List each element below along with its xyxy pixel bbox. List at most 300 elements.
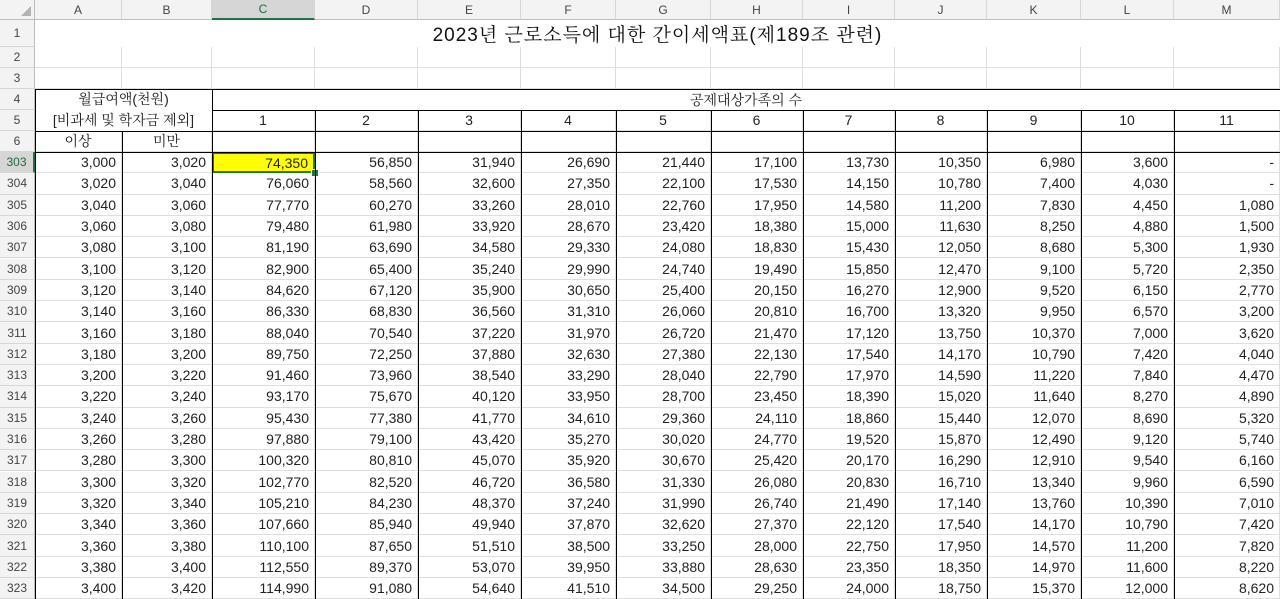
cell-k316[interactable]: 12,490 [987,429,1081,450]
column-header-j[interactable]: J [895,0,987,20]
row-header-308[interactable]: 308 [0,259,35,280]
cell-i308[interactable]: 15,850 [803,259,895,280]
cell-h319[interactable]: 26,740 [711,493,803,514]
row-header-318[interactable]: 318 [0,472,35,493]
cell-f314[interactable]: 33,950 [521,386,616,407]
cell-h304[interactable]: 17,530 [711,173,803,194]
row-header-315[interactable]: 315 [0,408,35,429]
cell-e318[interactable]: 46,720 [418,472,521,493]
cell-e306[interactable]: 33,920 [418,216,521,237]
cell-d312[interactable]: 72,250 [315,344,418,365]
cell-j310[interactable]: 13,320 [895,301,987,322]
dependent-count-9[interactable]: 9 [987,110,1081,131]
dependent-count-10[interactable]: 10 [1081,110,1174,131]
cell-c313[interactable]: 91,460 [212,365,315,386]
cell-g304[interactable]: 22,100 [616,173,711,194]
cell-h320[interactable]: 27,370 [711,514,803,535]
cell-b3[interactable] [122,68,212,89]
cell-j304[interactable]: 10,780 [895,173,987,194]
cell-c322[interactable]: 112,550 [212,557,315,578]
cell-c308[interactable]: 82,900 [212,259,315,280]
active-cell[interactable]: 74,350 [212,152,315,173]
cell-e311[interactable]: 37,220 [418,322,521,343]
cell-a314[interactable]: 3,220 [35,386,122,407]
row-header-5[interactable]: 5 [0,110,35,131]
cell-e323[interactable]: 54,640 [418,578,521,599]
cell-j317[interactable]: 16,290 [895,450,987,471]
cell-m322[interactable]: 8,220 [1174,557,1280,578]
cell-m320[interactable]: 7,420 [1174,514,1280,535]
cell-e316[interactable]: 43,420 [418,429,521,450]
cell-i310[interactable]: 16,700 [803,301,895,322]
cell-a305[interactable]: 3,040 [35,195,122,216]
cell-m315[interactable]: 5,320 [1174,408,1280,429]
cell-d323[interactable]: 91,080 [315,578,418,599]
cell-m304[interactable]: - [1174,173,1280,194]
cell-f304[interactable]: 27,350 [521,173,616,194]
cell-e3[interactable] [418,68,521,89]
cell-c306[interactable]: 79,480 [212,216,315,237]
cell-e6[interactable] [418,131,521,152]
cell-g315[interactable]: 29,360 [616,408,711,429]
cell-i319[interactable]: 21,490 [803,493,895,514]
cell-a315[interactable]: 3,240 [35,408,122,429]
cell-k314[interactable]: 11,640 [987,386,1081,407]
cell-e314[interactable]: 40,120 [418,386,521,407]
cell-g310[interactable]: 26,060 [616,301,711,322]
cell-c305[interactable]: 77,770 [212,195,315,216]
cell-h309[interactable]: 20,150 [711,280,803,301]
cell-m3[interactable] [1174,68,1280,89]
cell-h306[interactable]: 18,380 [711,216,803,237]
cell-k322[interactable]: 14,970 [987,557,1081,578]
cell-a309[interactable]: 3,120 [35,280,122,301]
cell-e320[interactable]: 49,940 [418,514,521,535]
cell-d305[interactable]: 60,270 [315,195,418,216]
row-header-321[interactable]: 321 [0,535,35,556]
column-header-l[interactable]: L [1081,0,1174,20]
cell-i323[interactable]: 24,000 [803,578,895,599]
cell-c304[interactable]: 76,060 [212,173,315,194]
cell-l315[interactable]: 8,690 [1081,408,1174,429]
cell-l6[interactable] [1081,131,1174,152]
row-header-313[interactable]: 313 [0,365,35,386]
cell-a322[interactable]: 3,380 [35,557,122,578]
cell-m316[interactable]: 5,740 [1174,429,1280,450]
dependent-count-5[interactable]: 5 [616,110,711,131]
row-header-3[interactable]: 3 [0,68,35,89]
cell-b305[interactable]: 3,060 [122,195,212,216]
cell-k307[interactable]: 8,680 [987,237,1081,258]
cell-b315[interactable]: 3,260 [122,408,212,429]
cell-g323[interactable]: 34,500 [616,578,711,599]
cell-m308[interactable]: 2,350 [1174,259,1280,280]
cell-c319[interactable]: 105,210 [212,493,315,514]
cell-e303[interactable]: 31,940 [418,152,521,173]
cell-l303[interactable]: 3,600 [1081,152,1174,173]
cell-l312[interactable]: 7,420 [1081,344,1174,365]
cell-l310[interactable]: 6,570 [1081,301,1174,322]
cell-f306[interactable]: 28,670 [521,216,616,237]
cell-j306[interactable]: 11,630 [895,216,987,237]
cell-c318[interactable]: 102,770 [212,472,315,493]
cell-e315[interactable]: 41,770 [418,408,521,429]
column-header-i[interactable]: I [803,0,895,20]
column-header-h[interactable]: H [711,0,803,20]
cell-g320[interactable]: 32,620 [616,514,711,535]
cell-f317[interactable]: 35,920 [521,450,616,471]
cell-c323[interactable]: 114,990 [212,578,315,599]
dependent-count-7[interactable]: 7 [803,110,895,131]
cell-a310[interactable]: 3,140 [35,301,122,322]
cell-k321[interactable]: 14,570 [987,535,1081,556]
row-header-2[interactable]: 2 [0,47,35,68]
cell-e321[interactable]: 51,510 [418,535,521,556]
dependent-count-6[interactable]: 6 [711,110,803,131]
cell-l317[interactable]: 9,540 [1081,450,1174,471]
cell-j308[interactable]: 12,470 [895,259,987,280]
cell-a321[interactable]: 3,360 [35,535,122,556]
row-header-320[interactable]: 320 [0,514,35,535]
cell-i321[interactable]: 22,750 [803,535,895,556]
cell-i313[interactable]: 17,970 [803,365,895,386]
cell-j3[interactable] [895,68,987,89]
row-header-311[interactable]: 311 [0,322,35,343]
cell-g311[interactable]: 26,720 [616,322,711,343]
cell-a3[interactable] [35,68,122,89]
cell-k306[interactable]: 8,250 [987,216,1081,237]
cell-d307[interactable]: 63,690 [315,237,418,258]
row-header-306[interactable]: 306 [0,216,35,237]
cell-i304[interactable]: 14,150 [803,173,895,194]
cell-i311[interactable]: 17,120 [803,322,895,343]
cell-m317[interactable]: 6,160 [1174,450,1280,471]
cell-c315[interactable]: 95,430 [212,408,315,429]
cell-e2[interactable] [418,47,521,68]
cell-a318[interactable]: 3,300 [35,472,122,493]
cell-g306[interactable]: 23,420 [616,216,711,237]
cell-l311[interactable]: 7,000 [1081,322,1174,343]
row-header-303[interactable]: 303 [0,152,35,173]
cell-b312[interactable]: 3,200 [122,344,212,365]
cell-j321[interactable]: 17,950 [895,535,987,556]
cell-c2[interactable] [212,47,315,68]
cell-f309[interactable]: 30,650 [521,280,616,301]
cell-d304[interactable]: 58,560 [315,173,418,194]
cell-l322[interactable]: 11,600 [1081,557,1174,578]
cell-g318[interactable]: 31,330 [616,472,711,493]
cell-i314[interactable]: 18,390 [803,386,895,407]
cell-f307[interactable]: 29,330 [521,237,616,258]
cell-g316[interactable]: 30,020 [616,429,711,450]
cell-l308[interactable]: 5,720 [1081,259,1174,280]
cell-b309[interactable]: 3,140 [122,280,212,301]
cell-h307[interactable]: 18,830 [711,237,803,258]
cell-h305[interactable]: 17,950 [711,195,803,216]
cell-m306[interactable]: 1,500 [1174,216,1280,237]
cell-j315[interactable]: 15,440 [895,408,987,429]
cell-a312[interactable]: 3,180 [35,344,122,365]
cell-g319[interactable]: 31,990 [616,493,711,514]
cell-k313[interactable]: 11,220 [987,365,1081,386]
cell-d316[interactable]: 79,100 [315,429,418,450]
cell-e308[interactable]: 35,240 [418,259,521,280]
cell-g312[interactable]: 27,380 [616,344,711,365]
cell-h310[interactable]: 20,810 [711,301,803,322]
dependent-count-11[interactable]: 11 [1174,110,1280,131]
under-label[interactable]: 미만 [122,131,212,152]
cell-m319[interactable]: 7,010 [1174,493,1280,514]
cell-i317[interactable]: 20,170 [803,450,895,471]
cell-e307[interactable]: 34,580 [418,237,521,258]
row-header-322[interactable]: 322 [0,557,35,578]
cell-a319[interactable]: 3,320 [35,493,122,514]
cell-f308[interactable]: 29,990 [521,259,616,280]
cell-b304[interactable]: 3,040 [122,173,212,194]
cell-m305[interactable]: 1,080 [1174,195,1280,216]
cell-i306[interactable]: 15,000 [803,216,895,237]
cell-h312[interactable]: 22,130 [711,344,803,365]
cell-b306[interactable]: 3,080 [122,216,212,237]
cell-l3[interactable] [1081,68,1174,89]
cell-j316[interactable]: 15,870 [895,429,987,450]
cell-b317[interactable]: 3,300 [122,450,212,471]
over-label[interactable]: 이상 [35,131,122,152]
row-header-304[interactable]: 304 [0,173,35,194]
cell-a304[interactable]: 3,020 [35,173,122,194]
row-header-310[interactable]: 310 [0,301,35,322]
column-header-k[interactable]: K [987,0,1081,20]
cell-c316[interactable]: 97,880 [212,429,315,450]
cell-f312[interactable]: 32,630 [521,344,616,365]
cell-b322[interactable]: 3,400 [122,557,212,578]
cell-j6[interactable] [895,131,987,152]
cell-l320[interactable]: 10,790 [1081,514,1174,535]
cell-f319[interactable]: 37,240 [521,493,616,514]
cell-i309[interactable]: 16,270 [803,280,895,301]
cell-d317[interactable]: 80,810 [315,450,418,471]
cell-g2[interactable] [616,47,711,68]
cell-h303[interactable]: 17,100 [711,152,803,173]
cell-h318[interactable]: 26,080 [711,472,803,493]
cell-a311[interactable]: 3,160 [35,322,122,343]
cell-f321[interactable]: 38,500 [521,535,616,556]
cell-h308[interactable]: 19,490 [711,259,803,280]
cell-d311[interactable]: 70,540 [315,322,418,343]
cell-h3[interactable] [711,68,803,89]
cell-m314[interactable]: 4,890 [1174,386,1280,407]
cell-e317[interactable]: 45,070 [418,450,521,471]
cell-g308[interactable]: 24,740 [616,259,711,280]
cell-j303[interactable]: 10,350 [895,152,987,173]
cell-f6[interactable] [521,131,616,152]
cell-a308[interactable]: 3,100 [35,259,122,280]
cell-c307[interactable]: 81,190 [212,237,315,258]
cell-d321[interactable]: 87,650 [315,535,418,556]
row-header-4[interactable]: 4 [0,89,35,110]
cell-b319[interactable]: 3,340 [122,493,212,514]
column-header-a[interactable]: A [35,0,122,20]
cell-l307[interactable]: 5,300 [1081,237,1174,258]
cell-k312[interactable]: 10,790 [987,344,1081,365]
cell-m2[interactable] [1174,47,1280,68]
cell-j313[interactable]: 14,590 [895,365,987,386]
cell-b307[interactable]: 3,100 [122,237,212,258]
cell-h2[interactable] [711,47,803,68]
cell-c311[interactable]: 88,040 [212,322,315,343]
cell-k303[interactable]: 6,980 [987,152,1081,173]
cell-d314[interactable]: 75,670 [315,386,418,407]
cell-e312[interactable]: 37,880 [418,344,521,365]
cell-m323[interactable]: 8,620 [1174,578,1280,599]
cell-m321[interactable]: 7,820 [1174,535,1280,556]
cell-c321[interactable]: 110,100 [212,535,315,556]
cell-m303[interactable]: - [1174,152,1280,173]
cell-g307[interactable]: 24,080 [616,237,711,258]
cell-k305[interactable]: 7,830 [987,195,1081,216]
row-header-307[interactable]: 307 [0,237,35,258]
cell-f322[interactable]: 39,950 [521,557,616,578]
row-header-314[interactable]: 314 [0,386,35,407]
cell-i2[interactable] [803,47,895,68]
cell-m312[interactable]: 4,040 [1174,344,1280,365]
cell-d309[interactable]: 67,120 [315,280,418,301]
cell-d2[interactable] [315,47,418,68]
cell-c6[interactable] [212,131,315,152]
cell-i312[interactable]: 17,540 [803,344,895,365]
cell-c312[interactable]: 89,750 [212,344,315,365]
cell-g322[interactable]: 33,880 [616,557,711,578]
cell-m307[interactable]: 1,930 [1174,237,1280,258]
cell-c3[interactable] [212,68,315,89]
cell-k317[interactable]: 12,910 [987,450,1081,471]
cell-g309[interactable]: 25,400 [616,280,711,301]
cell-j2[interactable] [895,47,987,68]
cell-e319[interactable]: 48,370 [418,493,521,514]
column-header-b[interactable]: B [122,0,212,20]
cell-h313[interactable]: 22,790 [711,365,803,386]
cell-h311[interactable]: 21,470 [711,322,803,343]
cell-f310[interactable]: 31,310 [521,301,616,322]
column-header-d[interactable]: D [315,0,418,20]
cell-d6[interactable] [315,131,418,152]
row-header-316[interactable]: 316 [0,429,35,450]
cell-j312[interactable]: 14,170 [895,344,987,365]
dependent-count-1[interactable]: 1 [212,110,315,131]
cell-d310[interactable]: 68,830 [315,301,418,322]
row-header-312[interactable]: 312 [0,344,35,365]
cell-l306[interactable]: 4,880 [1081,216,1174,237]
cell-i307[interactable]: 15,430 [803,237,895,258]
cell-h314[interactable]: 23,450 [711,386,803,407]
cell-i316[interactable]: 19,520 [803,429,895,450]
cell-k6[interactable] [987,131,1081,152]
cell-k320[interactable]: 14,170 [987,514,1081,535]
cell-j307[interactable]: 12,050 [895,237,987,258]
cell-a306[interactable]: 3,060 [35,216,122,237]
cell-b320[interactable]: 3,360 [122,514,212,535]
cell-b316[interactable]: 3,280 [122,429,212,450]
cell-l309[interactable]: 6,150 [1081,280,1174,301]
cell-b311[interactable]: 3,180 [122,322,212,343]
cell-k311[interactable]: 10,370 [987,322,1081,343]
cell-l313[interactable]: 7,840 [1081,365,1174,386]
cell-m309[interactable]: 2,770 [1174,280,1280,301]
cell-k308[interactable]: 9,100 [987,259,1081,280]
cell-h6[interactable] [711,131,803,152]
cell-c314[interactable]: 93,170 [212,386,315,407]
cell-b303[interactable]: 3,020 [122,152,212,173]
cell-l314[interactable]: 8,270 [1081,386,1174,407]
cell-a317[interactable]: 3,280 [35,450,122,471]
cell-i318[interactable]: 20,830 [803,472,895,493]
cell-a2[interactable] [35,47,122,68]
cell-k310[interactable]: 9,950 [987,301,1081,322]
row-header-323[interactable]: 323 [0,578,35,599]
cell-e305[interactable]: 33,260 [418,195,521,216]
cell-e309[interactable]: 35,900 [418,280,521,301]
cell-m313[interactable]: 4,470 [1174,365,1280,386]
cell-l304[interactable]: 4,030 [1081,173,1174,194]
cell-j311[interactable]: 13,750 [895,322,987,343]
cell-b321[interactable]: 3,380 [122,535,212,556]
cell-d319[interactable]: 84,230 [315,493,418,514]
cell-a307[interactable]: 3,080 [35,237,122,258]
cell-g317[interactable]: 30,670 [616,450,711,471]
cell-j319[interactable]: 17,140 [895,493,987,514]
column-header-f[interactable]: F [521,0,616,20]
cell-m6[interactable] [1174,131,1280,152]
cell-l2[interactable] [1081,47,1174,68]
cell-i303[interactable]: 13,730 [803,152,895,173]
row-header-309[interactable]: 309 [0,280,35,301]
cell-c309[interactable]: 84,620 [212,280,315,301]
cell-j320[interactable]: 17,540 [895,514,987,535]
cell-f323[interactable]: 41,510 [521,578,616,599]
cell-h323[interactable]: 29,250 [711,578,803,599]
column-header-g[interactable]: G [616,0,711,20]
cell-k304[interactable]: 7,400 [987,173,1081,194]
dependent-count-3[interactable]: 3 [418,110,521,131]
cell-f320[interactable]: 37,870 [521,514,616,535]
cell-b310[interactable]: 3,160 [122,301,212,322]
cell-l321[interactable]: 11,200 [1081,535,1174,556]
cell-h321[interactable]: 28,000 [711,535,803,556]
cell-k315[interactable]: 12,070 [987,408,1081,429]
cell-d306[interactable]: 61,980 [315,216,418,237]
cell-g321[interactable]: 33,250 [616,535,711,556]
cell-c317[interactable]: 100,320 [212,450,315,471]
cell-b308[interactable]: 3,120 [122,259,212,280]
cell-k309[interactable]: 9,520 [987,280,1081,301]
row-header-319[interactable]: 319 [0,493,35,514]
cell-m318[interactable]: 6,590 [1174,472,1280,493]
cell-i6[interactable] [803,131,895,152]
cell-a303[interactable]: 3,000 [35,152,122,173]
cell-b313[interactable]: 3,220 [122,365,212,386]
cell-i320[interactable]: 22,120 [803,514,895,535]
cell-d303[interactable]: 56,850 [315,152,418,173]
cell-e322[interactable]: 53,070 [418,557,521,578]
cell-e304[interactable]: 32,600 [418,173,521,194]
column-header-c[interactable]: C [212,0,315,20]
cell-h315[interactable]: 24,110 [711,408,803,429]
cell-d320[interactable]: 85,940 [315,514,418,535]
cell-b2[interactable] [122,47,212,68]
column-header-e[interactable]: E [418,0,521,20]
row-header-6[interactable]: 6 [0,131,35,152]
cell-k3[interactable] [987,68,1081,89]
